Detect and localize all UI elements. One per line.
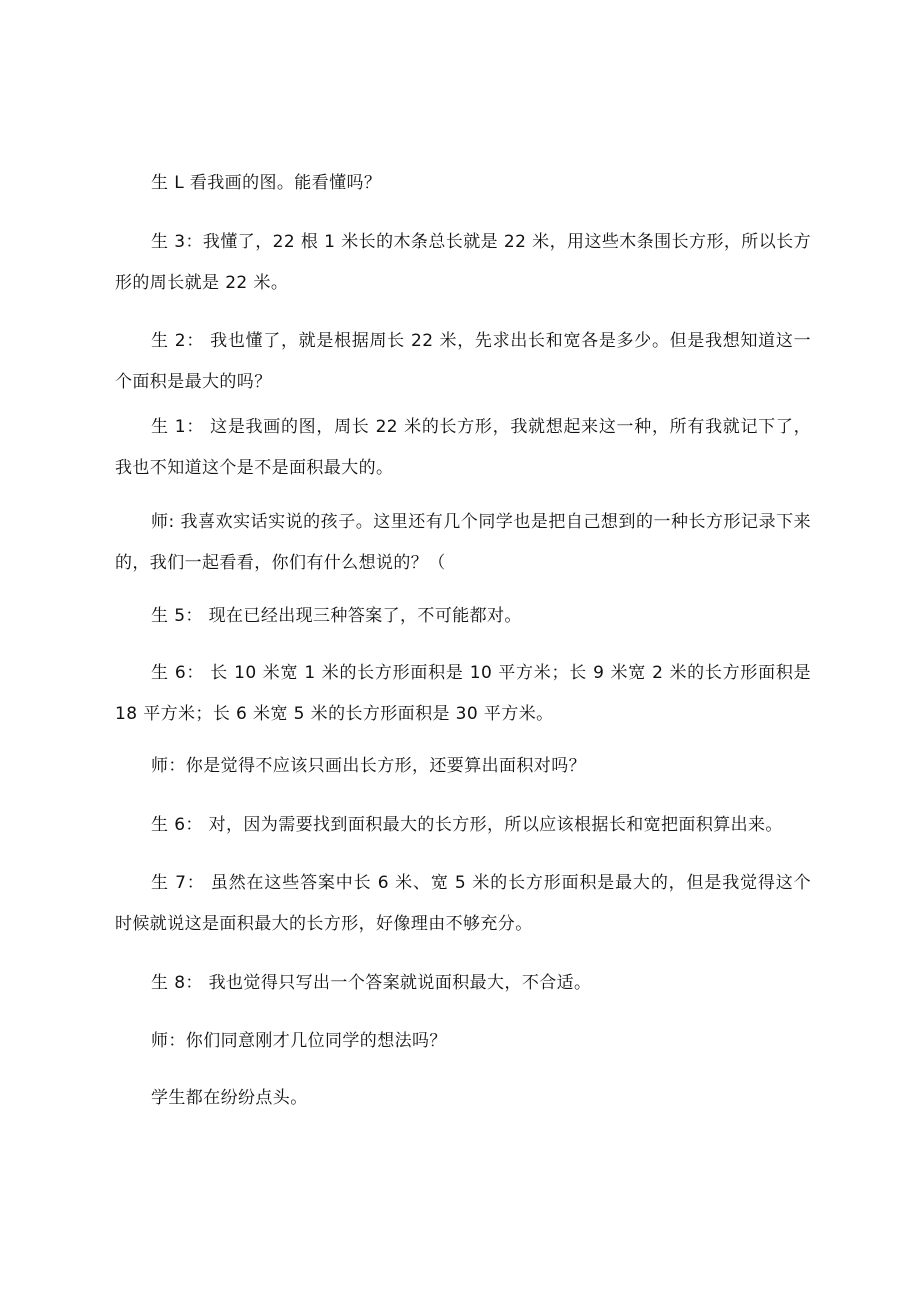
dialogue-paragraph: 生 6： 对，因为需要找到面积最大的长方形，所以应该根据长和宽把面积算出来。 [151,815,783,835]
dialogue-paragraph: 生 7： 虽然在这些答案中长 6 米、宽 5 米的长方形面积是最大的，但是我觉得这个时候就说这是面积最大的长方形，好像理由不够充分。 [115,873,811,934]
dialogue-paragraph: 学生都在纷纷点头。 [151,1088,308,1108]
dialogue-paragraph: 生 8： 我也觉得只写出一个答案就说面积最大，不合适。 [151,973,592,993]
dialogue-paragraph: 生 6： 长 10 米宽 1 米的长方形面积是 10 平方米；长 9 米宽 2 米的长方形面积是 18 平方米；长 6 米宽 5 米的长方形面积是 30 平方米。 [115,663,811,724]
dialogue-paragraph: 师：你是觉得不应该只画出长方形，还要算出面积对吗？ [151,756,586,776]
dialogue-paragraph: 生 5： 现在已经出现三种答案了，不可能都对。 [151,606,522,626]
dialogue-paragraph: 生 2： 我也懂了，就是根据周长 22 米，先求出长和宽各是多少。但是我想知道这一个面积是最大的吗？ [115,331,811,392]
dialogue-paragraph: 生 L 看我画的图。能看懂吗？ [151,173,382,193]
dialogue-paragraph: 师: 我喜欢实话实说的孩子。这里还有几个同学也是把自己想到的一种长方形记录下来的，我们一起看看，你们有什么想说的？（ [115,512,811,573]
dialogue-paragraph: 师：你们同意刚才几位同学的想法吗？ [151,1031,447,1051]
dialogue-paragraph: 生 1： 这是我画的图，周长 22 米的长方形，我就想起来这一种，所有我就记下了，我也不知道这个是不是面积最大的。 [115,417,811,478]
dialogue-paragraph: 生 3：我懂了，22 根 1 米长的木条总长就是 22 米，用这些木条围长方形，所以长方形的周长就是 22 米。 [115,232,811,293]
